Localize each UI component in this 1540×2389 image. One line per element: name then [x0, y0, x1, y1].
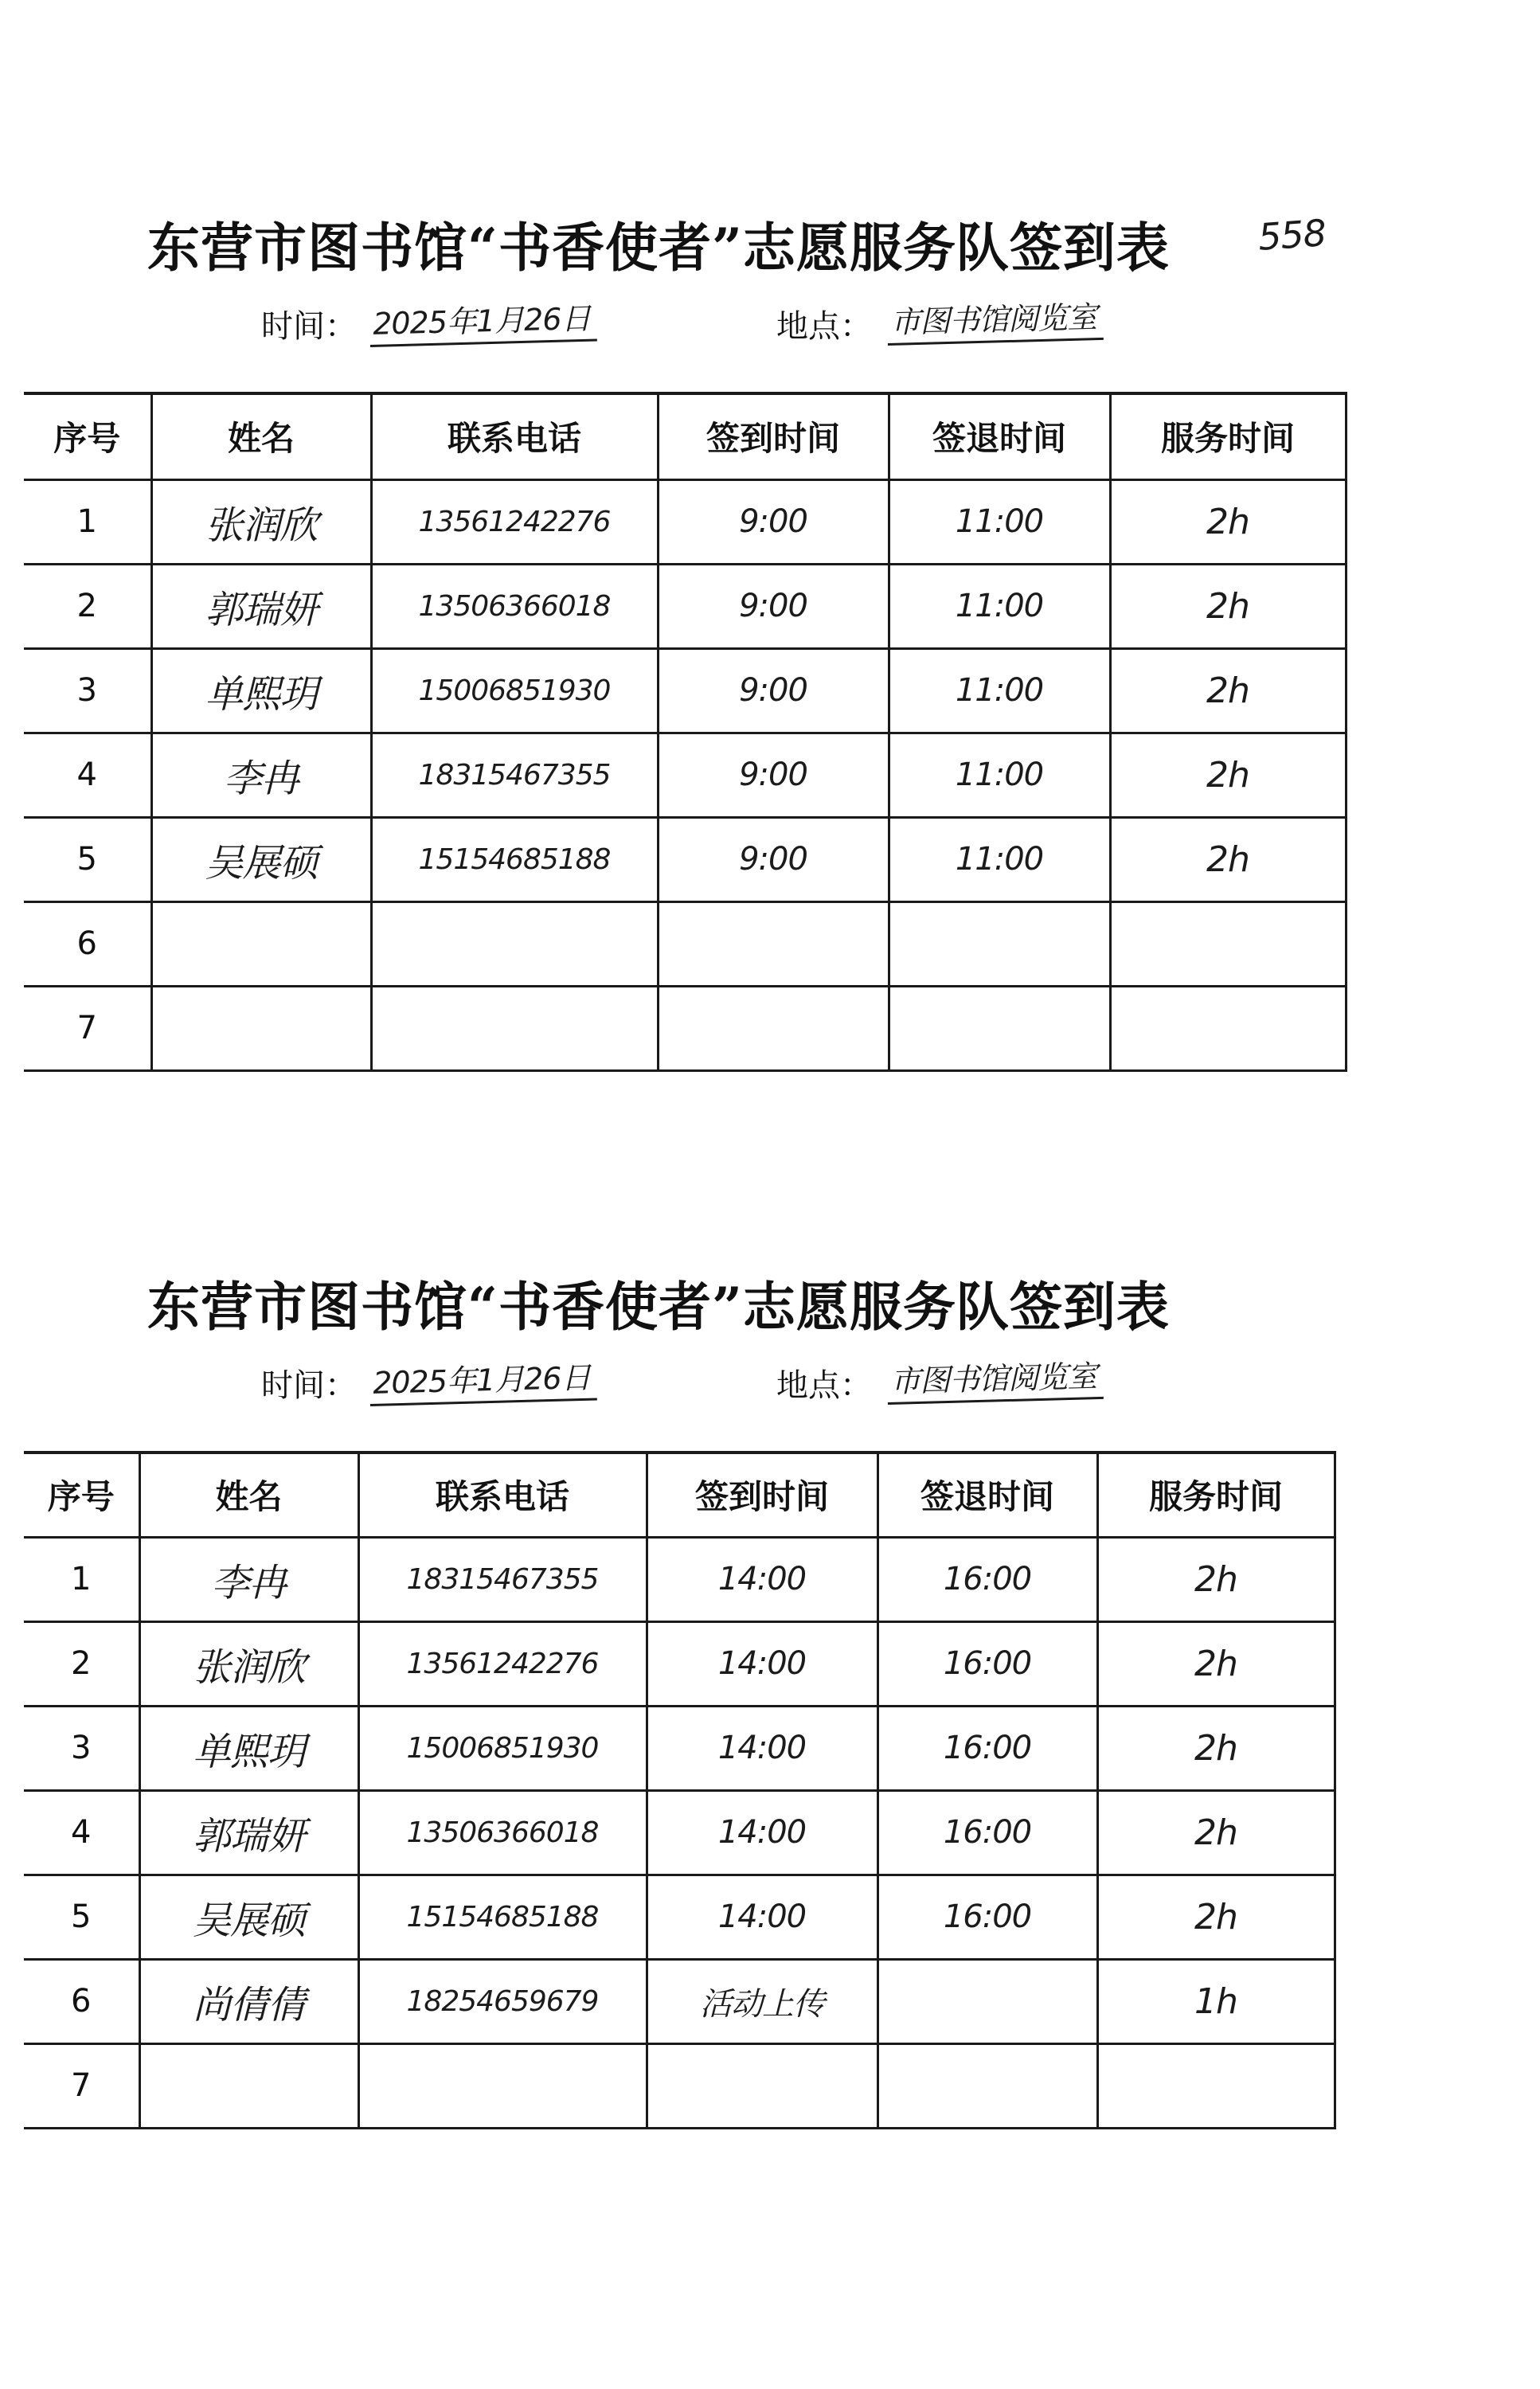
row-signin: 9:00	[658, 733, 889, 817]
header-signin: 签到时间	[647, 1453, 877, 1537]
row-name: 李冉	[151, 733, 371, 817]
row-phone: 18315467355	[358, 1537, 647, 1621]
table-row	[24, 2043, 1335, 2128]
row-service	[1097, 2043, 1335, 2128]
signin-table	[24, 1451, 1336, 2129]
header-name: 姓名	[151, 393, 371, 479]
row-signout: 11:00	[889, 564, 1110, 648]
row-name: 张润欣	[151, 479, 371, 564]
row-signin: 9:00	[658, 817, 889, 901]
row-no: 1	[24, 479, 151, 564]
place-value: 市图书馆阅览室	[886, 1351, 1103, 1405]
row-signin: 活动上传	[647, 1959, 877, 2043]
row-phone: 15006851930	[371, 648, 658, 733]
table-header-row	[24, 1453, 1335, 1537]
row-no: 4	[24, 733, 151, 817]
header-signin: 签到时间	[658, 393, 889, 479]
row-name: 郭瑞妍	[139, 1790, 358, 1875]
row-name: 李冉	[139, 1537, 358, 1621]
header-no: 序号	[24, 393, 151, 479]
place-label: 地点：	[776, 1367, 872, 1404]
row-phone: 15154685188	[371, 817, 658, 901]
row-name: 吴展硕	[151, 817, 371, 901]
header-signout: 签退时间	[877, 1453, 1097, 1537]
table-row	[24, 1875, 1335, 1959]
title-note: 558	[1257, 211, 1327, 259]
row-service: 2h	[1110, 733, 1346, 817]
row-signin: 9:00	[658, 648, 889, 733]
row-no: 1	[24, 1537, 139, 1621]
header-name: 姓名	[139, 1453, 358, 1537]
row-phone: 13506366018	[358, 1790, 647, 1875]
row-signin: 14:00	[647, 1875, 877, 1959]
row-signin: 9:00	[658, 564, 889, 648]
table-row	[24, 1959, 1335, 2043]
row-signout: 11:00	[889, 733, 1110, 817]
row-signin: 14:00	[647, 1790, 877, 1875]
place-label: 地点：	[776, 308, 872, 345]
row-no: 6	[24, 901, 151, 986]
header-no: 序号	[24, 1453, 139, 1537]
row-phone: 15006851930	[358, 1706, 647, 1790]
row-phone: 15154685188	[358, 1875, 647, 1959]
row-name	[139, 2043, 358, 2128]
row-phone: 18315467355	[371, 733, 658, 817]
row-signin: 14:00	[647, 1706, 877, 1790]
table-row	[24, 1790, 1335, 1875]
row-signout	[877, 1959, 1097, 2043]
table-row	[24, 1706, 1335, 1790]
row-service: 2h	[1110, 564, 1346, 648]
row-phone: 13561242276	[358, 1621, 647, 1706]
form-title: 东营市图书馆“书香使者”志愿服务队签到表	[147, 217, 1170, 279]
row-name: 张润欣	[139, 1621, 358, 1706]
time-value: 2025年1月26日	[369, 1353, 597, 1406]
time-label: 时间：	[261, 308, 357, 345]
row-name: 单熙玥	[139, 1706, 358, 1790]
time-label: 时间：	[261, 1367, 357, 1404]
row-service: 2h	[1110, 817, 1346, 901]
row-no: 3	[24, 1706, 139, 1790]
row-name: 单熙玥	[151, 648, 371, 733]
row-no: 6	[24, 1959, 139, 2043]
row-no: 2	[24, 1621, 139, 1706]
row-signin: 14:00	[647, 1537, 877, 1621]
row-service: 2h	[1097, 1706, 1335, 1790]
row-signout: 11:00	[889, 817, 1110, 901]
header-phone: 联系电话	[358, 1453, 647, 1537]
row-service: 2h	[1097, 1537, 1335, 1621]
row-signin: 9:00	[658, 479, 889, 564]
header-signout: 签退时间	[889, 393, 1110, 479]
header-service: 服务时间	[1110, 393, 1346, 479]
row-signout: 16:00	[877, 1875, 1097, 1959]
row-name: 郭瑞妍	[151, 564, 371, 648]
row-signout: 16:00	[877, 1706, 1097, 1790]
header-phone: 联系电话	[371, 393, 658, 479]
row-no: 2	[24, 564, 151, 648]
row-signout: 11:00	[889, 479, 1110, 564]
row-no: 3	[24, 648, 151, 733]
form-title: 东营市图书馆“书香使者”志愿服务队签到表	[147, 1276, 1170, 1338]
row-signout: 16:00	[877, 1621, 1097, 1706]
time-value: 2025年1月26日	[369, 294, 597, 347]
row-name: 尚倩倩	[139, 1959, 358, 2043]
table-row	[24, 1537, 1335, 1621]
row-no: 7	[24, 2043, 139, 2128]
row-signout	[877, 2043, 1097, 2128]
row-name: 吴展硕	[139, 1875, 358, 1959]
row-phone	[358, 2043, 647, 2128]
row-no: 5	[24, 817, 151, 901]
row-service: 2h	[1110, 648, 1346, 733]
row-phone: 13506366018	[371, 564, 658, 648]
table-row	[24, 1621, 1335, 1706]
row-service: 2h	[1097, 1875, 1335, 1959]
place-value: 市图书馆阅览室	[886, 292, 1103, 346]
row-signout: 11:00	[889, 648, 1110, 733]
row-signout: 16:00	[877, 1537, 1097, 1621]
row-signin: 14:00	[647, 1621, 877, 1706]
row-phone: 13561242276	[371, 479, 658, 564]
row-service: 2h	[1110, 479, 1346, 564]
row-no: 4	[24, 1790, 139, 1875]
row-phone: 18254659679	[358, 1959, 647, 2043]
row-signin	[647, 2043, 877, 2128]
row-service: 2h	[1097, 1790, 1335, 1875]
row-signout: 16:00	[877, 1790, 1097, 1875]
row-service: 1h	[1097, 1959, 1335, 2043]
row-no: 5	[24, 1875, 139, 1959]
row-no: 7	[24, 986, 151, 1070]
row-service: 2h	[1097, 1621, 1335, 1706]
header-service: 服务时间	[1097, 1453, 1335, 1537]
